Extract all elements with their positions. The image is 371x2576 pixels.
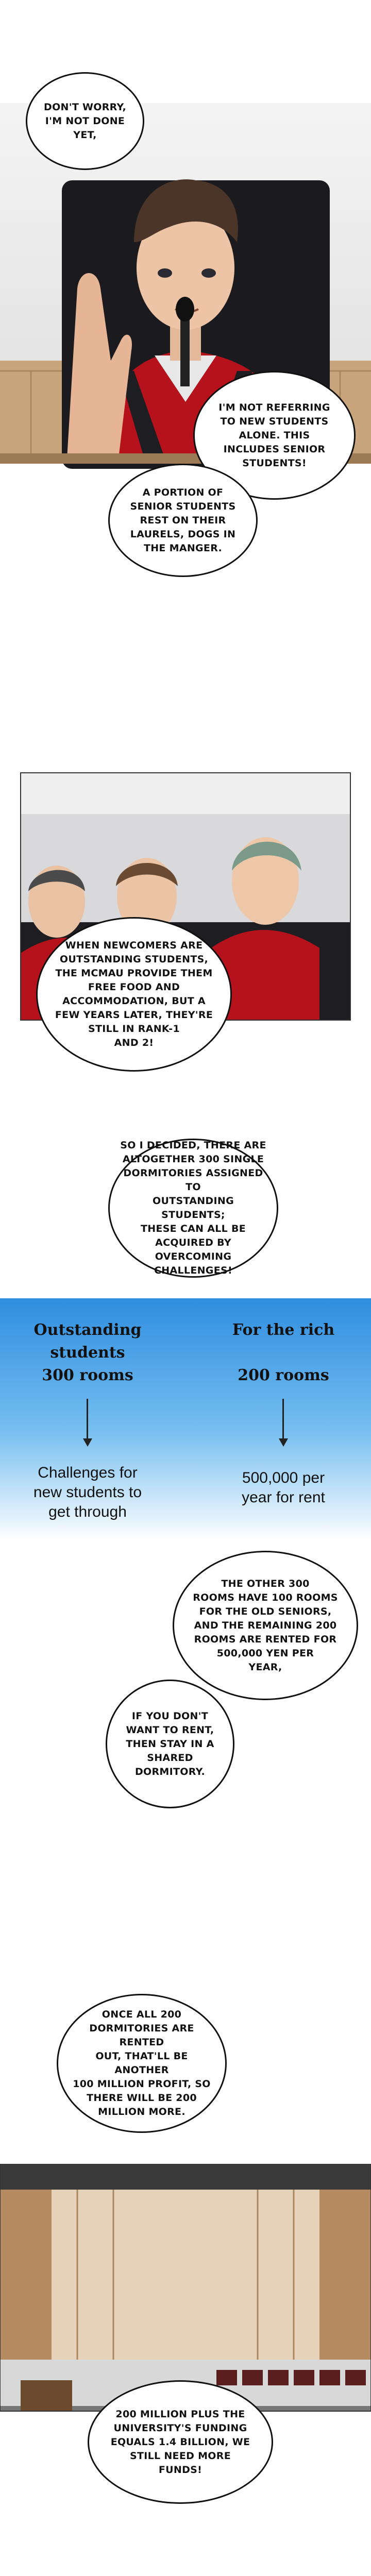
- panel-dorm-diagram: [0, 1298, 371, 1540]
- speech-bubble-rented-out: [57, 1994, 227, 2133]
- diagram-right-heading: For the rich 200 rooms: [232, 1321, 335, 1384]
- speech-bubble-decided: [108, 1139, 278, 1278]
- panel-students: [0, 768, 371, 1087]
- bubble-text: DON'T WORRY, I'M NOT DONE YET,: [44, 101, 126, 141]
- bubble-text: A PORTION OF SENIOR STUDENTS REST ON THEIR LAURELS, DOGS IN THE MANGER.: [130, 486, 236, 554]
- bubble-text: THE OTHER 300 ROOMS HAVE 100 ROOMS FOR THE OLD SENIORS, AND THE REMAINING 200 ROOMS ARE RENTED FOR 500,000 YEN PER YEAR,: [193, 1578, 338, 1673]
- diagram-left-heading: Outstanding students 300 rooms: [33, 1321, 142, 1384]
- diagram-left-footer: Challenges for new students to get through: [33, 1464, 142, 1520]
- diagram-right-arrow: [282, 1399, 284, 1440]
- bubble-text: ONCE ALL 200 DORMITORIES ARE RENTED OUT, THAT'LL BE ANOTHER 100 MILLION PROFIT, SO THERE WILL BE 200 MILLION MORE.: [73, 2009, 211, 2117]
- speech-bubble-other-rooms: [173, 1551, 358, 1700]
- bubble-text: 200 MILLION PLUS THE UNIVERSITY'S FUNDING EQUALS 1.4 BILLION, WE STILL NEED MORE FUNDS!: [110, 2408, 250, 2476]
- bubble-text: I'M NOT REFERRING TO NEW STUDENTS ALONE. THIS INCLUDES SENIOR STUDENTS!: [218, 401, 330, 469]
- speech-bubble-funding: [88, 2380, 273, 2504]
- speech-bubble-senior-students: [108, 464, 258, 577]
- bubble-text: SO I DECIDED, THERE ARE ALTOGETHER 300 SINGLE DORMITORIES ASSIGNED TO OUTSTANDING STUDENTS; THESE CAN ALL BE ACQUIRED BY OVERCOMING CHALLENGES!: [120, 1140, 266, 1276]
- bubble-text: WHEN NEWCOMERS ARE OUTSTANDING STUDENTS, THE MCMAU PROVIDE THEM FREE FOOD AND ACCOMMODATION, BUT A FEW YEARS LATER, THEY'RE STILL IN RANK-1 AND 2!: [55, 940, 213, 1048]
- diagram-left-arrow: [87, 1399, 88, 1440]
- diagram-right-arrowhead: [279, 1438, 288, 1447]
- diagram-left-arrowhead: [83, 1438, 92, 1447]
- speech-bubble-dont-worry: [26, 72, 144, 170]
- speech-bubble-dont-want-rent: [106, 1680, 234, 1808]
- speech-bubble-newcomers: [36, 917, 232, 1072]
- diagram-right-footer: 500,000 per year for rent: [242, 1469, 325, 1506]
- bubble-text: IF YOU DON'T WANT TO RENT, THEN STAY IN A SHARED DORMITORY.: [126, 1710, 214, 1777]
- panel-speaker: [0, 0, 371, 587]
- panel-auditorium: [0, 2164, 371, 2504]
